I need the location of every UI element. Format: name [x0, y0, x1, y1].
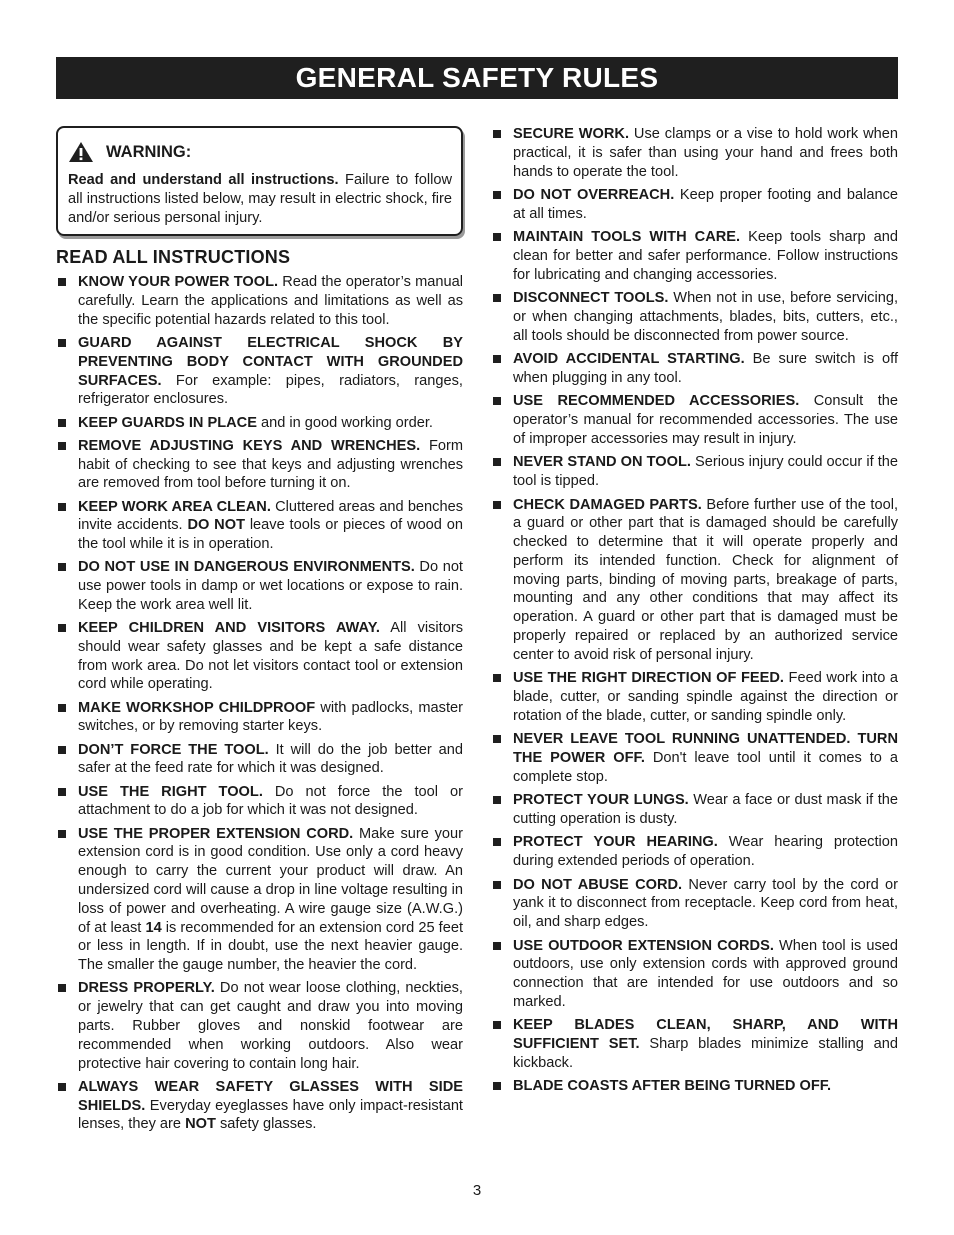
- rule-heading: MAKE WORKSHOP CHILDPROOF: [78, 699, 316, 716]
- rule-item: [491, 1077, 898, 1096]
- warning-triangle-icon: [68, 141, 94, 163]
- section-title: READ ALL INSTRUCTIONS: [56, 247, 291, 268]
- rule-text: Make sure your extension cord is in good condition. Use only a cord heavy enough to carry the current your product will draw. An undersized cord will cause a drop in line voltage resulting in loss of power and overheating. A wire gauge size (A.W.G.) of at least: [78, 825, 463, 936]
- rule-heading: DON’T FORCE THE TOOL.: [78, 741, 269, 758]
- rule-heading: 14: [145, 919, 162, 936]
- rule-heading: KEEP WORK AREA CLEAN.: [78, 498, 271, 515]
- rule-item: [491, 833, 898, 871]
- rule-text: leave tools or pieces of wood on the tool while it is in operation.: [78, 517, 463, 553]
- rule-item: [56, 783, 463, 821]
- rule-heading: DO NOT OVERREACH.: [513, 186, 675, 203]
- warning-label: WARNING:: [106, 142, 192, 161]
- rule-text: Wear a face or dust mask if the cutting operation is dusty.: [513, 792, 898, 828]
- rule-heading: MAINTAIN TOOLS WITH CARE.: [513, 229, 741, 246]
- rule-text: Wear hearing protection during extended periods of operation.: [513, 834, 899, 870]
- rule-text: When tool is used outdoors, use only extension cords with approved ground connection that are intended for use outdoors and so marked.: [513, 937, 898, 1010]
- left-column: [56, 126, 463, 1139]
- rule-heading: DO NOT: [187, 517, 245, 534]
- rule-text: Do not force the tool or attachment to do a job for which it was not designed.: [78, 783, 463, 819]
- rule-heading: PROTECT YOUR HEARING.: [513, 834, 718, 851]
- rule-heading: NEVER LEAVE TOOL RUNNING UNATTENDED. TURN THE POWER OFF.: [513, 731, 898, 767]
- left-rules-list: [56, 273, 463, 1134]
- rule-text: All visitors should wear safety glasses and be kept a safe distance from work area. Do not let visitors contact tool or extension cord while operating.: [78, 620, 463, 693]
- rule-item: [56, 414, 463, 433]
- rule-heading: PROTECT YOUR LUNGS.: [513, 792, 689, 809]
- rule-heading: AVOID ACCIDENTAL STARTING.: [513, 351, 745, 368]
- rule-text: Keep tools sharp and clean for better and safer performance. Follow instructions for lubricating and changing accessories.: [513, 229, 899, 283]
- rule-heading: BLADE COASTS AFTER BEING TURNED OFF.: [513, 1078, 832, 1095]
- rule-item: [491, 876, 898, 932]
- rule-heading: DO NOT ABUSE CORD.: [513, 876, 683, 893]
- rule-item: [56, 273, 463, 329]
- rule-heading: USE THE RIGHT DIRECTION OF FEED.: [513, 670, 784, 687]
- rule-heading: KEEP GUARDS IN PLACE: [78, 414, 257, 431]
- right-rules-list: [491, 125, 898, 1096]
- rule-item: [491, 350, 898, 388]
- rule-text: When not in use, before servicing, or when changing attachments, blades, bits, cutters, etc., all tools should be disconnected from power source.: [513, 290, 898, 344]
- warning-heading: [68, 141, 452, 163]
- rule-item: [491, 228, 898, 284]
- rule-text: Do not use power tools in damp or wet locations or expose to rain. Keep the work area well lit.: [78, 559, 463, 613]
- rule-heading: KEEP CHILDREN AND VISITORS AWAY.: [78, 620, 380, 637]
- rule-heading: DO NOT USE IN DANGEROUS ENVIRONMENTS.: [78, 559, 415, 576]
- rule-item: [56, 1078, 463, 1134]
- rule-text: Be sure switch is off when plugging in any tool.: [513, 351, 898, 386]
- rule-heading: USE RECOMMENDED ACCESSORIES.: [513, 393, 800, 410]
- rule-text: Do not wear loose clothing, neckties, or jewelry that can get caught and draw you into moving parts. Rubber gloves and nonskid footwear are recommended when working outdoors. Also wear protective hair covering to contain long hair.: [78, 980, 463, 1072]
- rule-heading: REMOVE ADJUSTING KEYS AND WRENCHES.: [78, 437, 421, 454]
- rule-item: [491, 669, 898, 725]
- rule-text: Serious injury could occur if the tool is tipped.: [513, 454, 899, 490]
- rule-text: Form habit of checking to see that keys and adjusting wrenches are removed from tool before turning it on.: [78, 437, 463, 492]
- rule-item: [56, 979, 463, 1073]
- page-title-banner: [56, 57, 898, 99]
- rule-text: Everyday eyeglasses have only impact-resistant lenses, they are: [78, 1097, 463, 1133]
- rule-text: Feed work into a blade, cutter, or sanding spindle against the direction or rotation of the blade, cutter, or sanding spindle only.: [513, 670, 899, 724]
- rule-item: [56, 437, 463, 493]
- rule-heading: SECURE WORK.: [513, 126, 629, 142]
- rule-item: [56, 498, 463, 554]
- rule-text: and in good working order.: [256, 414, 433, 431]
- rule-item: [491, 496, 898, 665]
- rule-text: with padlocks, master switches, or by removing starter keys.: [78, 699, 464, 735]
- rule-item: [491, 392, 898, 448]
- rule-heading: USE THE PROPER EXTENSION CORD.: [78, 825, 354, 842]
- rule-item: [491, 791, 898, 829]
- rule-heading: DISCONNECT TOOLS.: [513, 290, 669, 307]
- warning-bold: Read and understand all instructions.: [68, 172, 339, 188]
- page-title: GENERAL SAFETY RULES: [295, 62, 659, 93]
- rule-text: Read the operator’s manual carefully. Learn the applications and limitations as well as the specific potential hazards related to this tool.: [78, 274, 463, 328]
- rule-text: Cluttered areas and benches invite accidents.: [78, 498, 463, 534]
- rule-heading: DRESS PROPERLY.: [78, 980, 215, 997]
- rule-item: [56, 619, 463, 694]
- page-number: 3: [472, 1182, 482, 1199]
- rule-item: [491, 289, 898, 345]
- rule-text: For example: pipes, radiators, ranges, refrigerator enclosures.: [78, 372, 463, 408]
- rule-item: [491, 1016, 898, 1072]
- rule-item: [491, 453, 898, 491]
- rule-item: [56, 825, 463, 975]
- rule-heading: NEVER STAND ON TOOL.: [513, 454, 691, 471]
- rule-text: safety glasses.: [215, 1116, 317, 1133]
- rule-heading: KNOW YOUR POWER TOOL.: [78, 274, 279, 291]
- rule-item: [56, 558, 463, 614]
- rule-heading: CHECK DAMAGED PARTS.: [513, 496, 702, 513]
- right-column: [491, 125, 898, 1101]
- rule-text: Don't leave tool until it comes to a complete stop.: [513, 750, 898, 785]
- rule-heading: GUARD AGAINST ELECTRICAL SHOCK BY PREVENTING BODY CONTACT WITH GROUNDED SURFACES.: [78, 334, 463, 389]
- rule-heading: USE THE RIGHT TOOL.: [78, 783, 263, 800]
- rule-text: Before further use of the tool, a guard or other part that is damaged should be carefully checked to determine that it will operate properly and perform its intended function. Check for alignment of moving parts, binding of moving parts, breakage of parts, mounting and any other conditions that may affect its operation. A guard or other part that is damaged must be properly repaired or replaced by an authorized service center to avoid risk of personal injury.: [513, 496, 898, 663]
- rule-item: [56, 699, 463, 737]
- rule-text: It will do the job better and safer at the feed rate for which it was designed.: [78, 741, 464, 777]
- rule-text: Consult the operator’s manual for recommended accessories. The use of improper accessories may result in injury.: [513, 393, 898, 447]
- warning-box: [56, 126, 463, 236]
- warning-body: Failure to follow all instructions listed below, may result in electric shock, fire and/or serious personal injury.: [68, 172, 452, 226]
- warning-text: [68, 171, 452, 227]
- rule-text: Keep proper footing and balance at all times.: [513, 186, 899, 222]
- rule-heading: USE OUTDOOR EXTENSION CORDS.: [513, 937, 774, 954]
- rule-item: [56, 741, 463, 779]
- rule-text: Use clamps or a vise to hold work when practical, it is safer than using your hand and frees both hands to operate the tool.: [513, 126, 898, 180]
- rule-text: is recommended for an extension cord 25 feet or less in length. If in doubt, use the next heavier gauge. The smaller the gauge number, the heavier the cord.: [78, 919, 463, 974]
- rule-item: [491, 730, 898, 786]
- rule-item: [491, 937, 898, 1012]
- rule-text: Never carry tool by the cord or yank it to disconnect from receptacle. Keep cord from heat, oil, and sharp edges.: [513, 876, 898, 931]
- rule-heading: KEEP BLADES CLEAN, SHARP, AND WITH SUFFICIENT SET.: [513, 1017, 898, 1053]
- rule-heading: ALWAYS WEAR SAFETY GLASSES WITH SIDE SHIELDS.: [78, 1078, 463, 1114]
- rule-item: [56, 334, 463, 409]
- rule-heading: NOT: [185, 1116, 216, 1133]
- rule-item: [491, 125, 898, 181]
- rule-text: Sharp blades minimize stalling and kickback.: [513, 1036, 899, 1071]
- rule-item: [491, 186, 898, 224]
